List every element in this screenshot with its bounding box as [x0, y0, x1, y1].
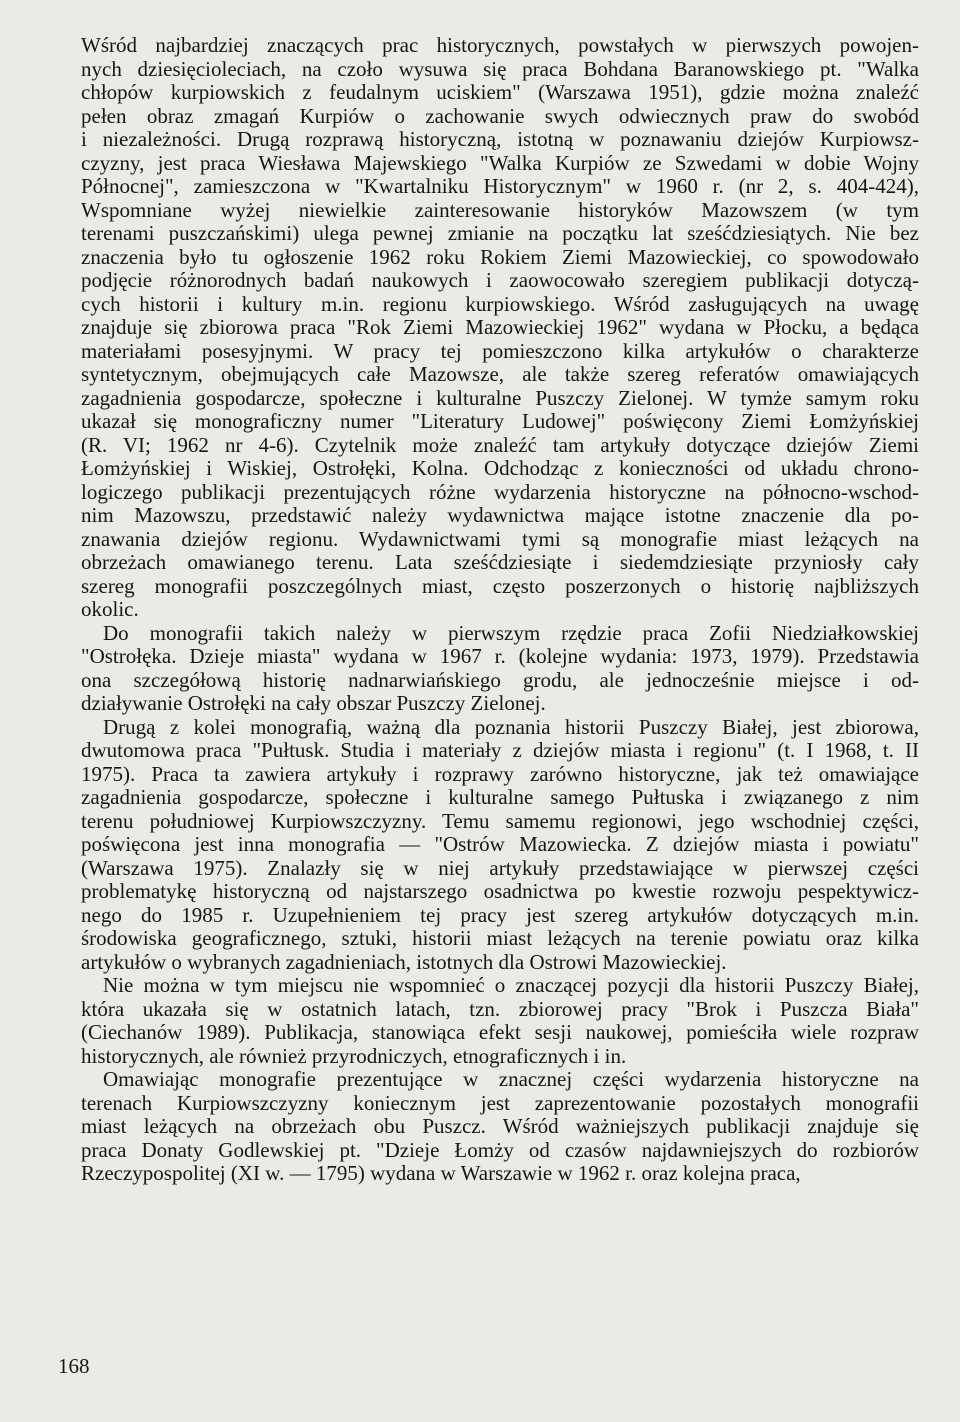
text-line: Łomżyńskiej i Wiskiej, Ostrołęki, Kolna. Odchodząc z konieczności od układu chrono- — [81, 456, 919, 480]
text-line: dwutomowa praca "Pułtusk. Studia i materiały z dziejów miasta i regionu" (t. I 1968, t. II — [81, 738, 919, 762]
text-line: cych historii i kultury m.in. regionu kurpiowskiego. Wśród zasługujących na uwagę — [81, 291, 919, 316]
text-line: Wśród najbardziej znaczących prac historycznych, powstałych w pierwszych powojen- — [81, 33, 919, 57]
text-line: terenach Kurpiowszczyzny koniecznym jest zaprezentowanie pozostałych monografii — [81, 1090, 919, 1115]
body-text — [81, 34, 919, 1186]
text-line: nego do 1985 r. Uzupełnieniem tej pracy jest szereg artykułów dotyczących m.in. — [81, 902, 919, 927]
text-line: (Ciechanów 1989). Publikacja, stanowiąca efekt sesji naukowej, pomieściła wiele rozpraw — [81, 1020, 919, 1044]
text-line: Nie można w tym miejscu nie wspomnieć o znaczącej pozycji dla historii Puszczy Białej, — [103, 973, 919, 997]
text-line: obrzeżach omawianego terenu. Lata sześćdziesiąte i siedemdziesiąte przyniosły cały — [81, 550, 919, 574]
text-line: terenu południowej Kurpiowszczyzny. Temu samemu regionowi, jego wschodniej części, — [81, 808, 919, 833]
text-line: i niezależności. Drugą rozprawą historyczną, istotną w poznawaniu dziejów Kurpiowsz- — [81, 127, 919, 151]
text-line: Omawiając monografie prezentujące w znacznej części wydarzenia historyczne na — [103, 1067, 919, 1091]
text-line: terenami puszczańskimi) ulega pewnej zmianie na początku lat sześćdziesiątych. Nie bez — [81, 221, 919, 245]
text-line: środowiska geograficznego, sztuki, historii miast leżących na terenie powiatu oraz kilka — [81, 926, 919, 950]
text-line: chłopów kurpiowskich z feudalnym uciskiem" (Warszawa 1951), gdzie można znaleźć — [81, 80, 919, 104]
text-line: podjęcie różnorodnych badań naukowych i zaowocowało szeregiem publikacji dotyczą- — [81, 268, 919, 292]
text-line: Wspomniane wyżej niewielkie zainteresowanie historyków Mazowszem (w tym — [81, 197, 919, 222]
text-line: Północnej", zamieszczona w "Kwartalniku Historycznym" w 1960 r. (nr 2, s. 404-424), — [81, 174, 919, 198]
text-line: syntetycznym, obejmujących całe Mazowsze, ale także szereg referatów omawiających — [81, 362, 919, 386]
text-line: 1975). Praca ta zawiera artykuły i rozprawy zarówno historyczne, jak też omawiające — [81, 761, 919, 786]
text-line: (Warszawa 1975). Znalazły się w niej artykuły przedstawiające w pierwszej części — [81, 855, 919, 880]
text-line: zagadnienia gospodarcze, społeczne i kulturalne Puszczy Zielonej. W tymże samym roku — [81, 385, 919, 410]
text-line: znajduje się zbiorowa praca "Rok Ziemi Mazowieckiej 1962" wydana w Płocku, a będąca — [81, 315, 919, 339]
text-line: która ukazała się w ostatnich latach, tzn. zbiorowej pracy "Brok i Puszcza Biała" — [81, 996, 919, 1021]
text-line: logiczego publikacji prezentujących różne wydarzenia historyczne na północno-wschod- — [81, 479, 919, 504]
page-number: 168 — [58, 1354, 90, 1378]
text-line: okolic. — [81, 597, 139, 621]
text-line: szereg monografii poszczególnych miast, często poszerzonych o historię najbliższych — [81, 573, 919, 598]
text-line: artykułów o wybranych zagadnieniach, istotnych dla Ostrowi Mazowieckiej. — [81, 949, 727, 974]
paragraph — [81, 1068, 919, 1186]
text-line: działywanie Ostrołęki na cały obszar Puszczy Zielonej. — [81, 691, 546, 715]
text-line: miast leżących na obrzeżach obu Puszcz. Wśród ważniejszych publikacji znajduje się — [81, 1114, 919, 1138]
text-line: Drugą z kolei monografią, ważną dla poznania historii Puszczy Białej, jest zbiorowa, — [103, 714, 919, 739]
text-line: (R. VI; 1962 nr 4-6). Czytelnik może znaleźć tam artykuły dotyczące dziejów Ziemi — [81, 432, 919, 457]
text-line: praca Donaty Godlewskiej pt. "Dzieje Łomży od czasów najdawniejszych do rozbiorów — [81, 1137, 919, 1162]
text-line: znawania dziejów regionu. Wydawnictwami tymi są monografie miast leżących na — [81, 526, 919, 551]
paragraph — [81, 622, 919, 716]
text-line: zagadnienia gospodarcze, społeczne i kulturalne samego Pułtuska i związanego z nim — [81, 785, 919, 809]
text-line: Rzeczypospolitej (XI w. — 1795) wydana w Warszawie w 1962 r. oraz kolejna praca, — [81, 1161, 801, 1185]
text-line: "Ostrołęka. Dzieje miasta" wydana w 1967 r. (kolejne wydania: 1973, 1979). Przedstawia — [81, 644, 919, 668]
text-line: ukazał się monograficzny numer "Literatury Ludowej" poświęcony Ziemi Łomżyńskiej — [81, 409, 919, 433]
text-line: znaczenia było tu ogłoszenie 1962 roku Rokiem Ziemi Mazowieckiej, co spowodowało — [81, 244, 919, 269]
text-line: historycznych, ale również przyrodniczych, etnograficznych i in. — [81, 1043, 627, 1068]
text-line: nych dziesięcioleciach, na czoło wysuwa się praca Bohdana Baranowskiego pt. "Walka — [81, 56, 919, 81]
paragraph — [81, 34, 919, 622]
paragraph — [81, 716, 919, 975]
paragraph — [81, 974, 919, 1068]
text-line: problematykę historyczną od najstarszego osadnictwa po kwestie rozwoju pespektywicz- — [81, 879, 919, 903]
text-line: nim Mazowszu, przedstawić należy wydawnictwa mające istotne znaczenie dla po- — [81, 503, 919, 527]
text-line: ona szczegółową historię nadnarwiańskiego grodu, ale jednocześnie miejsce i od- — [81, 667, 919, 692]
text-line: pełen obraz zmagań Kurpiów o zachowanie swych odwiecznych praw do swobód — [81, 103, 919, 128]
text-line: poświęcona jest inna monografia — "Ostrów Mazowiecka. Z dziejów miasta i powiatu" — [81, 832, 919, 856]
text-line: materiałami posesyjnymi. W pracy tej pomieszczono kilka artykułów o charakterze — [81, 338, 919, 363]
text-line: Do monografii takich należy w pierwszym rzędzie praca Zofii Niedziałkowskiej — [103, 620, 919, 645]
text-line: czyzny, jest praca Wiesława Majewskiego "Walka Kurpiów ze Szwedami w dobie Wojny — [81, 150, 919, 175]
